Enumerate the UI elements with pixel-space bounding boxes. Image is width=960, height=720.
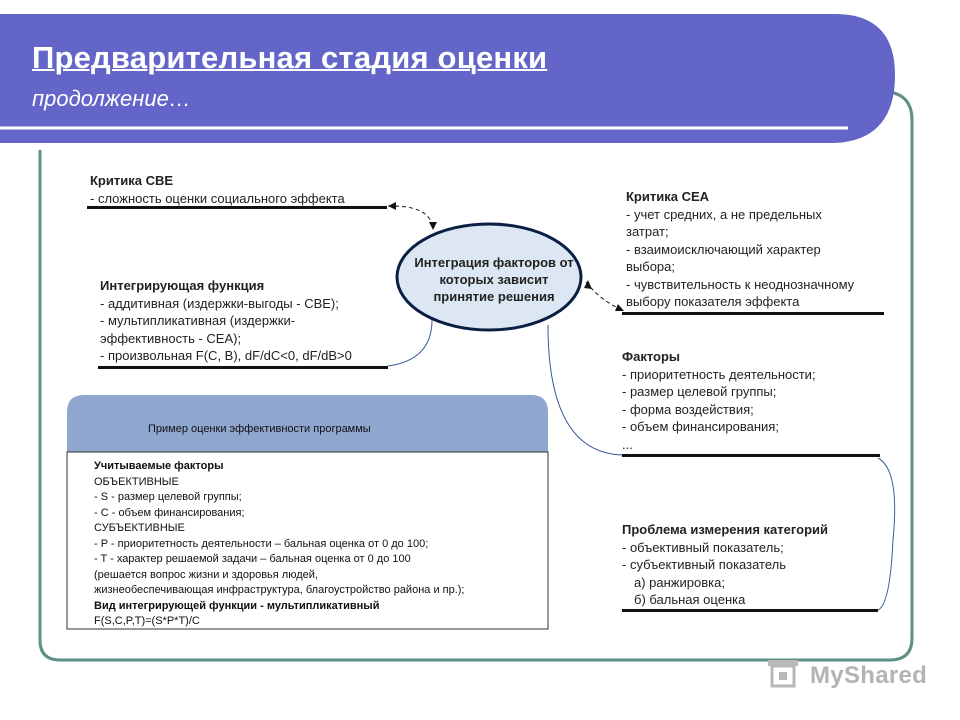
- example-line: - P - приоритетность деятельности – бальная оценка от 0 до 100;: [94, 537, 429, 550]
- center-line: которых зависит: [439, 272, 549, 287]
- example-line: Вид интегрирующей функции - мультипликативный: [94, 599, 380, 612]
- example-line: Учитываемые факторы: [94, 460, 224, 472]
- example-line: СУБЪЕКТИВНЫЕ: [94, 522, 185, 534]
- integrating-line: - мультипликативная (издержки-: [100, 313, 296, 328]
- center-line: принятие решения: [433, 289, 555, 304]
- cbe-heading: Критика CBE: [90, 173, 174, 188]
- example-line: - С - объем финансирования;: [94, 506, 245, 519]
- slide-title: Предварительная стадия оценки: [32, 40, 548, 75]
- myshared-logo-icon: [768, 660, 798, 686]
- connector-factors: [548, 325, 625, 455]
- measurement-rule: [622, 609, 878, 612]
- cea-line: выбору показателя эффекта: [626, 294, 800, 309]
- example-line: - S - размер целевой группы;: [94, 491, 242, 503]
- cea-line: - чувствительность к неоднозначному: [626, 276, 855, 292]
- center-line: Интеграция факторов от: [414, 255, 574, 270]
- cea-line: затрат;: [626, 224, 669, 239]
- cea-block: [626, 188, 854, 311]
- cbe-line: - сложность оценки социального эффекта: [90, 190, 345, 206]
- integrating-rule: [98, 366, 388, 369]
- connector-measurement: [878, 458, 895, 610]
- measurement-line: а) ранжировка;: [634, 574, 725, 590]
- measurement-block: [622, 521, 828, 609]
- measurement-line: - объективный показатель;: [622, 539, 784, 555]
- cbe-block: [90, 172, 345, 207]
- title-banner: [0, 14, 895, 143]
- watermark-text: MyShared: [810, 662, 928, 689]
- center-text: [398, 254, 590, 305]
- connector-integrating: [388, 320, 432, 366]
- slide-subtitle: продолжение…: [32, 86, 191, 111]
- factors-line: - размер целевой группы;: [622, 384, 777, 399]
- cbe-rule: [87, 206, 387, 209]
- measurement-line: б) бальная оценка: [634, 592, 746, 607]
- measurement-line: - субъективный показатель: [622, 557, 787, 572]
- example-header-text: Пример оценки эффективности программы: [148, 423, 371, 435]
- integrating-line: - аддитивная (издержки-выгоды - CBE);: [100, 295, 339, 311]
- example-line: - T - характер решаемой задачи – бальная оценка от 0 до 100: [94, 553, 411, 565]
- cea-heading: Критика CEA: [626, 189, 710, 204]
- cea-line: - учет средних, а не предельных: [626, 206, 822, 222]
- measurement-heading: Проблема измерения категорий: [622, 522, 828, 537]
- integrating-line: эффективность - CEA);: [100, 330, 242, 346]
- connector-cea: [586, 282, 622, 310]
- factors-line: - приоритетность деятельности;: [622, 366, 816, 382]
- cea-line: выбора;: [626, 259, 675, 274]
- integrating-line: - произвольная F(C, B), dF/dC<0, dF/dB>0: [100, 348, 352, 363]
- factors-line: ...: [622, 436, 633, 452]
- example-body: [94, 459, 465, 630]
- integrating-heading: Интегрирующая функция: [100, 278, 265, 293]
- factors-heading: Факторы: [622, 349, 681, 364]
- example-line: F(S,C,P,T)=(S*P*T)/C: [94, 615, 200, 627]
- integrating-block: [100, 277, 352, 365]
- factors-block: [622, 348, 816, 453]
- cea-rule: [622, 312, 884, 315]
- factors-line: - объем финансирования;: [622, 419, 779, 434]
- example-line: ОБЪЕКТИВНЫЕ: [94, 475, 179, 488]
- example-line: жизнеобеспечивающая инфраструктура, благоустройство района и пр.);: [94, 584, 465, 596]
- factors-line: - форма воздействия;: [622, 401, 754, 417]
- example-line: (решается вопрос жизни и здоровья людей,: [94, 568, 318, 581]
- factors-rule: [622, 454, 880, 457]
- cea-line: - взаимоисключающий характер: [626, 241, 821, 257]
